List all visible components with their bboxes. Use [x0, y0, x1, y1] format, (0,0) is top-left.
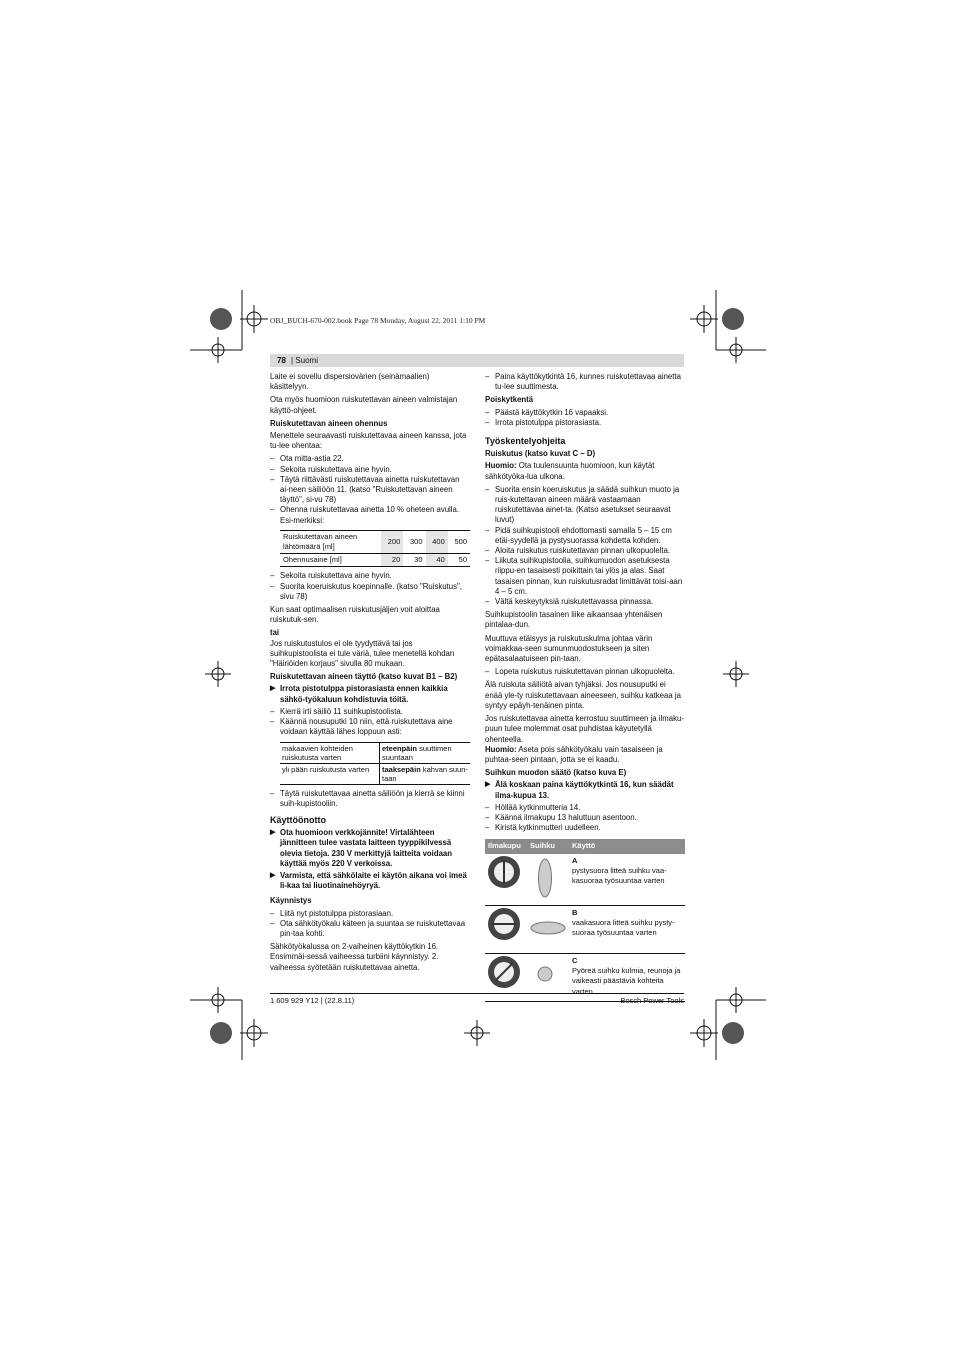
heading-work: Työskentelyohjeita [485, 436, 566, 447]
spray-pattern-table: Ilmakupu Suihku Käyttö A pystysuora litteä suihku vaa-kasuoraa työsuuntaa varten B vaakasuora litteä suihku pysty-suoraa työsuuntaa varten C Pyöreä suihku kulmia, reunoja ja vaikeasti päästäviä kohteita varten [485, 839, 685, 1002]
list-item: – Liitä nyt pistotulppa pistorasiaan. [270, 908, 394, 918]
paragraph: Ota myös huomioon ruiskutettavan aineen valmistajan käyttö-ohjeet. [270, 395, 458, 415]
list-item: – Kiristä kytkinmutteri uudelleen. [485, 823, 601, 833]
list-item: – Käännä nousuputki 10 niin, että ruiskutettava aine voidaan käyttää lähes loppuun asti: [270, 717, 453, 737]
list-item: – Suorita ensin koeruiskutus ja säädä suihkun muoto ja ruis-kutettavan aineen määrä vastaamaan ruiskutettavaa ainet-ta. (Katso asetukset seuraavat luvut) [485, 484, 680, 525]
paragraph: Kun saat optimaalisen ruiskutusjäljen voit aloittaa ruiskutuk-sen. [270, 605, 440, 625]
list-item: – Ota sähkötyökalu käteen ja suuntaa se ruiskutettavaa pin-taa kohti. [270, 918, 466, 938]
horizontal-flat-spray-icon [530, 908, 566, 948]
footer-right: Bosch Power Tools [620, 996, 684, 1005]
warning: ▶ Ota huomioon verkkojännite! Virtalähteen jännitteen tulee vastata laitteen tyyppikilvessä olevia tietoja. 230 V merkittyjä laitteita voidaan käyttää myös 220 V verkoissa. [270, 828, 453, 868]
page-footer [270, 993, 684, 1005]
paragraph: Laite ei sovellu dispersiovärien (seinämaalien) käsittelyyn. [270, 372, 430, 392]
left-column [270, 372, 470, 976]
paragraph: Sähkötyökalussa on 2-vaiheinen käyttökytkin 16. Ensimmäi-sessä vaiheessa turbiini käynnistyy. 2. vaiheessa syötetään ruiskutettavaa ainetta. [270, 942, 439, 972]
vertical-flat-spray-icon [530, 856, 560, 900]
list-item: – Pidä suihkupistooli ehdottomasti samalla 5 – 15 cm etäi-syydellä ja pystysuorassa kohdetta kohden. [485, 525, 672, 545]
list-item: – Kierrä irti säiliö 11 suihkupistoolista. [270, 706, 403, 716]
list-item: – Ota mitta-astia 22. [270, 454, 344, 464]
heading-startup: Käyttöönotto [270, 814, 326, 825]
list-item: – Aloita ruiskutus ruiskutettavan pinnan ulkopuolelta. [485, 546, 671, 556]
list-item: – Liikuta suihkupistoolia, suihkumuodon asetuksesta riippu-en tasaisesti poikittain tai ylös ja alas. Saat tasaisen pinnan, kun ruiskutusradat limittävät toisi-aan 4 – 5 cm. [485, 556, 683, 596]
list-item: – Ohenna ruiskutettavaa ainetta 10 % oheteen avulla. Esi-merkiksi: [270, 505, 460, 525]
air-cap-diagonal-icon [488, 956, 520, 988]
page-header [270, 354, 684, 367]
list-item: – Käännä ilmakupu 13 haluttuun asentoon. [485, 812, 637, 822]
warning: ▶ Älä koskaan paina käyttökytkintä 16, kun säädät ilma-kupua 13. [485, 780, 674, 800]
list-item: – Lopeta ruiskutus ruiskutettavan pinnan ulkopuolelta. [485, 667, 675, 677]
subheading-run: Käynnistys [270, 896, 312, 906]
note: Huomio: Ota tuulensuunta huomioon, kun käytät sähkötyöka-lua ulkona. [485, 461, 655, 481]
air-cap-vertical-icon [488, 856, 520, 888]
subheading-shape: Suihkun muodon säätö (katso kuva E) [485, 768, 627, 778]
subheading-spray: Ruiskutus (katso kuvat C – D) [485, 449, 596, 459]
page-number: 78 [277, 356, 286, 365]
round-spray-icon [530, 956, 560, 996]
list-item: – Vältä keskeytyksiä ruiskutettavassa pinnassa. [485, 597, 654, 607]
list-item: – Paina käyttökytkintä 16, kunnes ruiskutettavaa ainetta tu-lee suuttimesta. [485, 372, 681, 392]
air-cap-horizontal-icon [488, 908, 520, 940]
right-column [485, 372, 685, 1002]
list-item: – Suorita koeruiskutus koepinnalle. (katso "Ruiskutus", sivu 78) [270, 581, 462, 601]
warning: ▶ Irrota pistotulppa pistorasiasta ennen kaikkia sähkö-työkaluun kohdistuvia töitä. [270, 684, 448, 704]
paragraph: Älä ruiskuta säiliötä aivan tyhjäksi. Jos nousuputki ei enää yle-ty ruiskutettavaan aineeseen, suihku katkeaa ja syntyy epäyh-tenäinen pinta. [485, 680, 681, 710]
riser-tube-table: makaavien kohteiden ruiskutusta varten eteenpäin suuttimen suuntaan yli pään ruiskutusta varten taaksepäin kahvan suun-taan [280, 742, 470, 785]
list-item: – Höllää kytkinmutteria 14. [485, 802, 581, 812]
subheading-off: Poiskytkentä [485, 395, 534, 405]
or-label: tai [270, 628, 280, 638]
warning: ▶ Varmista, että sähkölaite ei käytön aikana voi imeä li-kaa tai liuotinainehöyryä. [270, 870, 467, 891]
paragraph: Jos ruiskutettavaa ainetta kerrostuu suuttimeen ja ilmaku-puun tulee molemmat osat puhdistaa käyutetyllä ohenteella. [485, 714, 684, 744]
list-item: – Sekoita ruiskutettava aine hyvin. [270, 571, 392, 581]
dilution-table: Ruiskutettavan aineen lähtömäärä [ml] 200 300 400 500 Ohennusaine [ml] 20 30 40 50 [280, 530, 470, 568]
list-item: – Päästä käyttökytkin 16 vapaaksi. [485, 407, 609, 417]
footer-left: 1 609 929 Y12 | (22.8.11) [270, 996, 355, 1005]
paragraph: Suihkupistoolin tasainen liike aikaansaa yhtenäisen pintalaa-dun. [485, 610, 663, 630]
print-slug: OBJ_BUCH-670-002.book Page 78 Monday, August 22, 2011 1:10 PM [270, 316, 486, 325]
list-item: – Täytä ruiskutettavaa ainetta säiliöön ja kierrä se kiinni suih-kupistooliin. [270, 788, 465, 808]
list-item: – Täytä riittävästi ruiskutettavaa ainetta ruiskutettavan ai-neen säiliöön 11. (katso "Ruiskutettavan aineen täyttö", si-vu 78) [270, 474, 460, 505]
paragraph: Muuttuva etäisyys ja ruiskutuskulma johtaa värin voimakkaa-seen sumunmuodostukseen ja siten epätasalaatuiseen pin-taan. [485, 633, 653, 664]
list-item: – Sekoita ruiskutettava aine hyvin. [270, 464, 392, 474]
list-item: – Irrota pistotulppa pistorasiasta. [485, 417, 602, 427]
note: Huomio: Aseta pois sähkötyökalu vain tasaiseen ja puhtaa-seen pintaan, jotta se ei kaadu. [485, 744, 663, 764]
subheading-dilution: Ruiskutettavan aineen ohennus [270, 418, 388, 428]
subheading-fill: Ruiskutettavan aineen täyttö (katso kuvat B1 – B2) [270, 672, 458, 682]
paragraph: Menettele seuraavasti ruiskutettavaa aineen kanssa, jota tu-lee ohentaa: [270, 431, 467, 451]
paragraph: Jos ruiskutustulos ei ole tyydyttävä tai jos suihkupistoolista ei tule väriä, tulee menetellä kohdan "Häiriöiden korjaus" sivulla 80 mukaan. [270, 638, 455, 669]
section-name: | Suomi [291, 356, 318, 365]
